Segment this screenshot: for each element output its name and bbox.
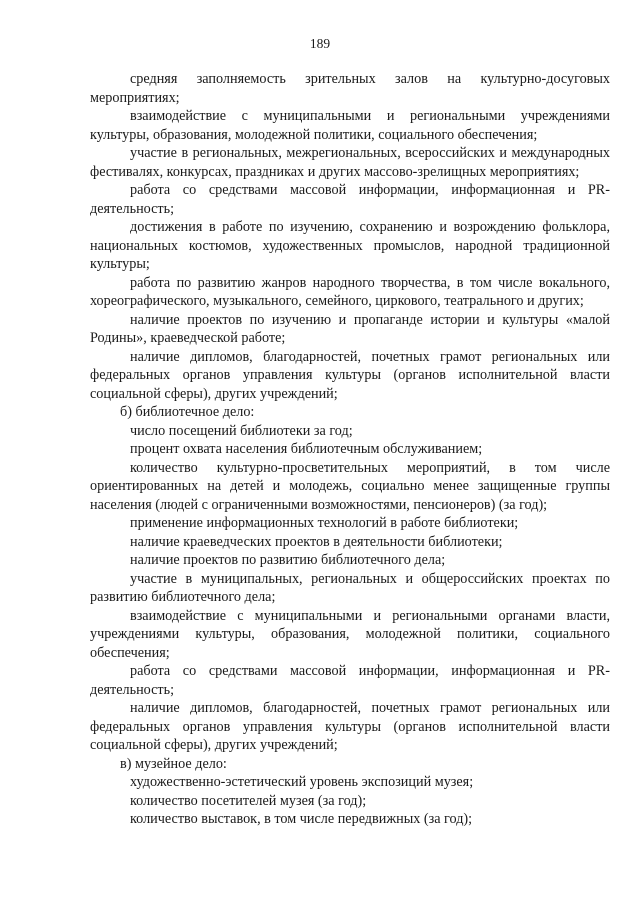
paragraph: участие в региональных, межрегиональных, всероссийских и международных фестивалях, конкурсах, праздниках и других массово-зрелищных мероприятиях; <box>90 145 610 180</box>
paragraph: работа со средствами массовой информации, информационная и PR-деятельность; <box>90 663 610 698</box>
paragraph: количество посетителей музея (за год); <box>130 792 367 809</box>
paragraph: работа со средствами массовой информации, информационная и PR-деятельность; <box>90 182 610 217</box>
paragraph: наличие дипломов, благодарностей, почетных грамот региональных или федеральных органов управления культуры (органов исполнительной власти социальной сферы), других учреждений; <box>90 348 610 402</box>
paragraph: наличие проектов по изучению и пропаганде истории и культуры «малой Родины», краеведческой работе; <box>90 311 610 346</box>
paragraph: достижения в работе по изучению, сохранению и возрождению фольклора, национальных костюмов, художественных промыслов, народной традиционной культуры; <box>90 219 610 272</box>
document-body <box>90 70 610 829</box>
paragraph: взаимодействие с муниципальными и региональными учреждениями культуры, образования, молодежной политики, социального обеспечения; <box>90 108 610 143</box>
paragraph: художественно-эстетический уровень экспозиций музея; <box>130 774 474 790</box>
section-heading-library: б) библиотечное дело: <box>120 404 255 420</box>
paragraph: работа по развитию жанров народного творчества, в том числе вокального, хореографического, музыкального, семейного, циркового, театрального и других; <box>90 274 610 309</box>
paragraph: процент охвата населения библиотечным обслуживанием; <box>130 441 483 457</box>
page-number: 189 <box>309 36 331 51</box>
paragraph: средняя заполняемость зрительных залов на культурно-досуговых мероприятиях; <box>90 71 610 106</box>
section-heading-museum: в) музейное дело: <box>120 755 227 772</box>
paragraph: взаимодействие с муниципальными и региональными органами власти, учреждениями культуры, образования, молодежной политики, социального обеспечения; <box>90 607 610 661</box>
paragraph: число посещений библиотеки за год; <box>130 422 353 439</box>
paragraph: участие в муниципальных, региональных и общероссийских проектах по развитию библиотечного дела; <box>90 570 610 605</box>
paragraph: наличие дипломов, благодарностей, почетных грамот региональных или федеральных органов управления культуры (органов исполнительной власти социальной сферы), других учреждений; <box>90 700 610 753</box>
paragraph: количество культурно-просветительных мероприятий, в том числе ориентированных на детей и молодежь, социально менее защищенные группы населения (людей с ограниченными возможностями, пенсионеров) (за год); <box>90 459 610 513</box>
paragraph: применение информационных технологий в работе библиотеки; <box>130 515 519 531</box>
paragraph: количество выставок, в том числе передвижных (за год); <box>130 811 473 827</box>
paragraph: наличие краеведческих проектов в деятельности библиотеки; <box>130 533 503 550</box>
paragraph: наличие проектов по развитию библиотечного дела; <box>130 552 446 568</box>
